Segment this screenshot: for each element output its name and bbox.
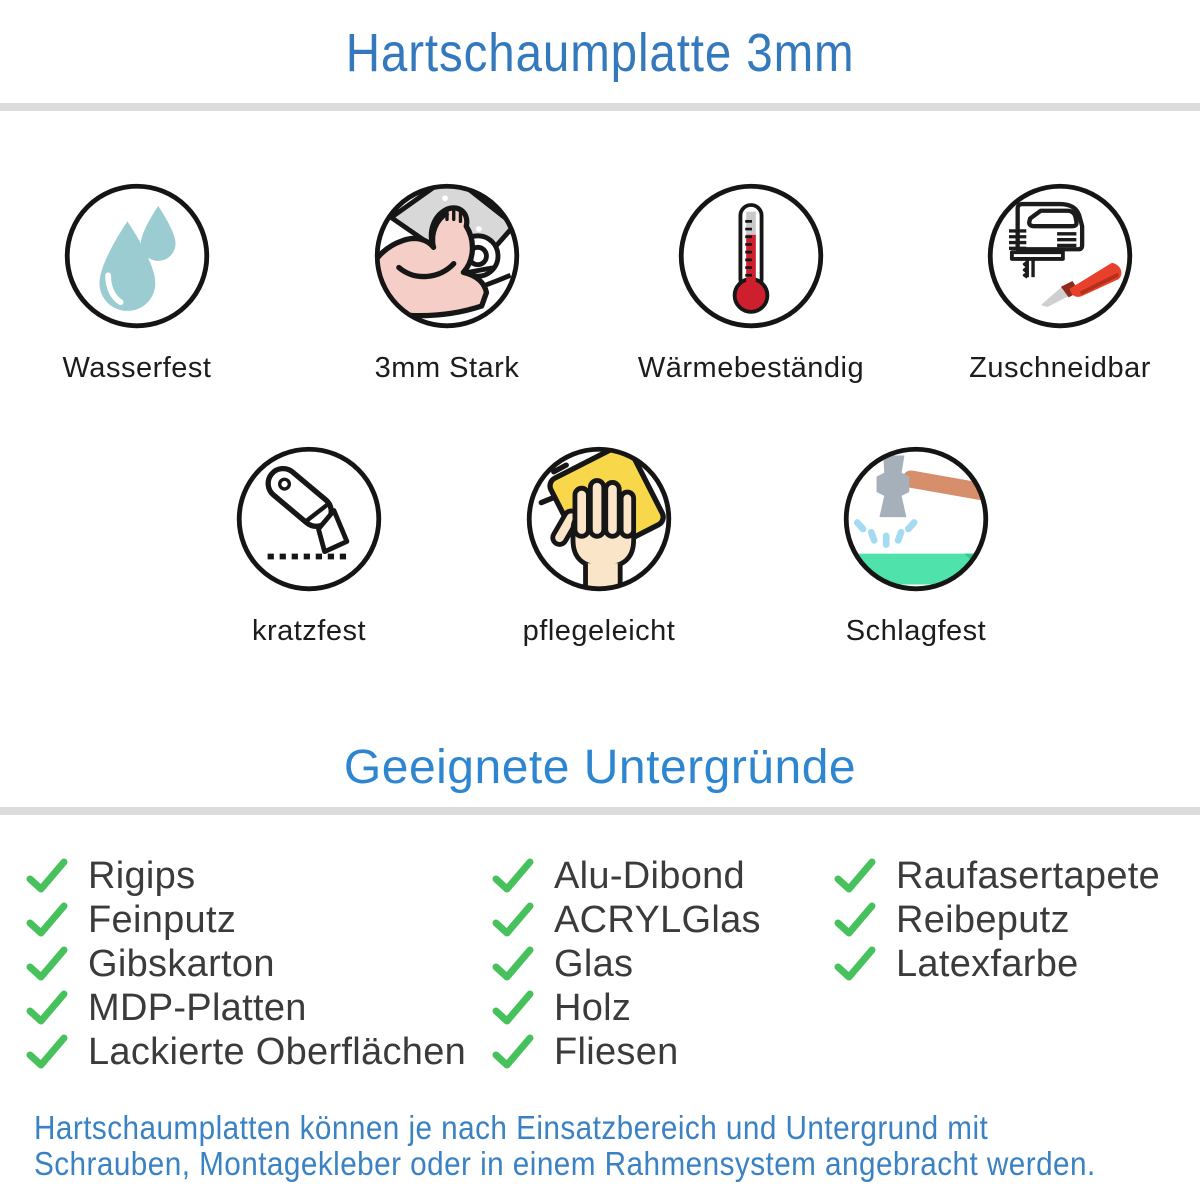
substrate-label: Rigips: [88, 854, 196, 897]
feature-zuschneidbar: [910, 179, 1200, 385]
checkmark-icon: [492, 1034, 534, 1070]
section-divider: [0, 807, 1200, 815]
checkmark-icon: [26, 946, 68, 982]
thermometer-icon: [674, 179, 828, 333]
substrate-label: Fliesen: [554, 1030, 679, 1073]
muscle-arm-icon: [370, 179, 524, 333]
substrate-item: [26, 898, 466, 942]
checkmark-icon: [26, 1034, 68, 1070]
substrate-item: [492, 854, 761, 898]
substrate-label: Glas: [554, 942, 634, 985]
substrate-label: Reibeputz: [896, 898, 1070, 941]
feature-kratzfest: [159, 442, 459, 648]
feature-label: kratzfest: [251, 615, 367, 647]
section-title-untergruende: Geeignete Untergründe: [343, 741, 857, 794]
substrate-item: [26, 854, 466, 898]
substrate-label: ACRYLGlas: [554, 898, 761, 941]
substrate-item: [492, 986, 761, 1030]
wiping-hand-icon: [522, 442, 676, 596]
substrate-item: [26, 1030, 466, 1074]
checkmark-icon: [834, 946, 876, 982]
checkmark-icon: [492, 858, 534, 894]
feature-label: Schlagfest: [845, 615, 987, 647]
mounting-note: [34, 1110, 1200, 1182]
jigsaw-cutter-icon: [983, 179, 1137, 333]
substrate-label: MDP-Platten: [88, 986, 307, 1029]
substrate-label: Gibskarton: [88, 942, 275, 985]
checkmark-icon: [492, 946, 534, 982]
feature-waermebestaendig: [601, 179, 901, 385]
checkmark-icon: [26, 858, 68, 894]
substrate-label: Holz: [554, 986, 632, 1029]
mounting-note-line1: Hartschaumplatten können je nach Einsatzbereich und Untergrund mit: [34, 1109, 989, 1146]
mounting-note-line2: Schrauben, Montagekleber oder in einem Rahmensystem angebracht werden.: [34, 1145, 1096, 1182]
feature-label: pflegeleicht: [522, 615, 676, 647]
checkmark-icon: [834, 902, 876, 938]
feature-wasserfest: [0, 179, 287, 385]
page-title-text: Hartschaumplatte 3mm: [345, 23, 855, 83]
substrate-item: [26, 986, 466, 1030]
substrate-column-3: [834, 854, 1160, 986]
feature-label: Zuschneidbar: [969, 352, 1151, 384]
feature-label: 3mm Stark: [374, 352, 520, 384]
checkmark-icon: [492, 902, 534, 938]
substrate-label: Alu-Dibond: [554, 854, 745, 897]
substrate-label: Latexfarbe: [896, 942, 1079, 985]
substrate-item: [834, 942, 1160, 986]
checkmark-icon: [26, 902, 68, 938]
hammer-impact-icon: [839, 442, 993, 596]
substrate-item: [26, 942, 466, 986]
feature-schlagfest: [766, 442, 1066, 648]
substrate-item: [492, 942, 761, 986]
substrate-label: Lackierte Oberflächen: [88, 1030, 467, 1073]
water-drops-icon: [60, 179, 214, 333]
checkmark-icon: [26, 990, 68, 1026]
checkmark-icon: [492, 990, 534, 1026]
substrate-item: [492, 898, 761, 942]
feature-label: Wärmebeständig: [637, 352, 865, 384]
substrate-item: [834, 898, 1160, 942]
feature-label: Wasserfest: [62, 352, 212, 384]
feature-3mm-stark: [297, 179, 597, 385]
top-divider: [0, 103, 1200, 111]
substrate-item: [492, 1030, 761, 1074]
substrate-label: Raufasertapete: [896, 854, 1161, 897]
substrate-item: [834, 854, 1160, 898]
substrate-column-1: [26, 854, 466, 1074]
checkmark-icon: [834, 858, 876, 894]
substrate-label: Feinputz: [88, 898, 237, 941]
feature-pflegeleicht: [449, 442, 749, 648]
substrate-column-2: [492, 854, 761, 1074]
utility-knife-icon: [232, 442, 386, 596]
page-title: [0, 22, 1200, 84]
